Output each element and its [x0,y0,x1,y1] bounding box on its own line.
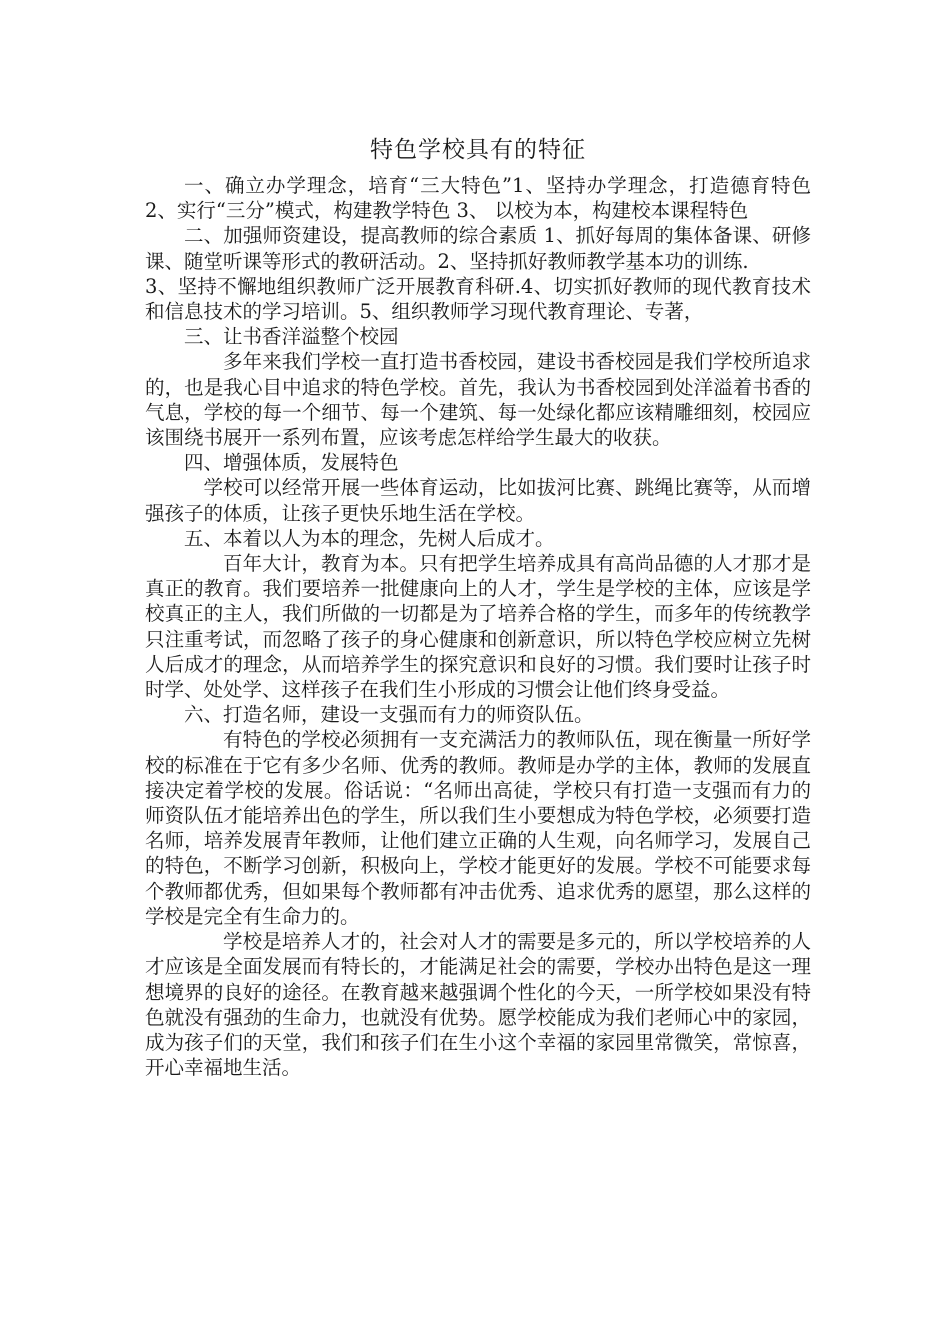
paragraph-section-6-body: 有特色的学校必须拥有一支充满活力的教师队伍，现在衡量一所好学校的标准在于它有多少名师、优秀的教师。教师是办学的主体，教师的发展直接决定着学校的发展。俗话说：“名师出高徒，学校只有打造一支强而有力的师资队伍才能培养出色的学生，所以我们生小要想成为特色学校，必须要打造名师，培养发展青年教师，让他们建立正确的人生观，向名师学习，发展自己的特色，不断学习创新，积极向上，学校才能更好的发展。学校不可能要求每个教师都优秀，但如果每个教师都有冲击优秀、追求优秀的愿望，那么这样的学校是完全有生命力的。 [145,728,811,928]
paragraph-section-2-continued: 3、坚持不懈地组织教师广泛开展教育科研.4、切实抓好教师的现代教育技术和信息技术的学习培训。5、组织教师学习现代教育理论、专著， [145,274,811,324]
paragraph-section-5-body: 百年大计，教育为本。只有把学生培养成具有高尚品德的人才那才是真正的教育。我们要培养一批健康向上的人才，学生是学校的主体，应该是学校真正的主人，我们所做的一切都是为了培养合格的学生，而多年的传统教学只注重考试，而忽略了孩子的身心健康和创新意识，所以特色学校应树立先树人后成才的理念，从而培养学生的探究意识和良好的习惯。我们要时让孩子时时学、处处学、这样孩子在我们生小形成的习惯会让他们终身受益。 [145,552,811,702]
heading-section-6: 六、打造名师，建设一支强而有力的师资队伍。 [184,703,594,727]
heading-section-4: 四、增强体质，发展特色 [184,451,399,475]
paragraph-section-1: 一、确立办学理念，培育“三大特色”1、坚持办学理念，打造德育特色 2、实行“三分”模式，构建教学特色 3、 以校为本，构建校本课程特色 [145,174,811,223]
paragraph-conclusion: 学校是培养人才的，社会对人才的需要是多元的，所以学校培养的人才应该是全面发展而有特长的，才能满足社会的需要，学校办出特色是这一理想境界的良好的途径。在教育越来越强调个性化的今天，一所学校如果没有特色就没有强劲的生命力，也就没有优势。愿学校能成为我们老师心中的家园，成为孩子们的天堂，我们和孩子们在生小这个幸福的家园里常微笑，常惊喜，开心幸福地生活。 [145,930,811,1080]
paragraph-section-3-body: 多年来我们学校一直打造书香校园，建设书香校园是我们学校所追求的，也是我心目中追求的特色学校。首先，我认为书香校园到处洋溢着书香的气息，学校的每一个细节、每一个建筑、每一处绿化都应该精雕细刻，校园应该围绕书展开一系列布置，应该考虑怎样给学生最大的收获。 [145,350,811,450]
document-title: 特色学校具有的特征 [370,137,586,163]
paragraph-section-2: 二、加强师资建设，提高教师的综合素质 1、抓好每周的集体备课、研修课、随堂听课等形式的教研活动。2、坚持抓好教师教学基本功的训练. [145,224,811,273]
heading-section-5: 五、本着以人为本的理念，先树人后成才。 [184,526,555,550]
document-page [145,133,811,1080]
heading-section-3: 三、让书香洋溢整个校园 [184,325,399,349]
paragraph-section-4-body: 学校可以经常开展一些体育运动，比如拔河比赛、跳绳比赛等，从而增强孩子的体质，让孩子更快乐地生活在学校。 [145,476,811,525]
